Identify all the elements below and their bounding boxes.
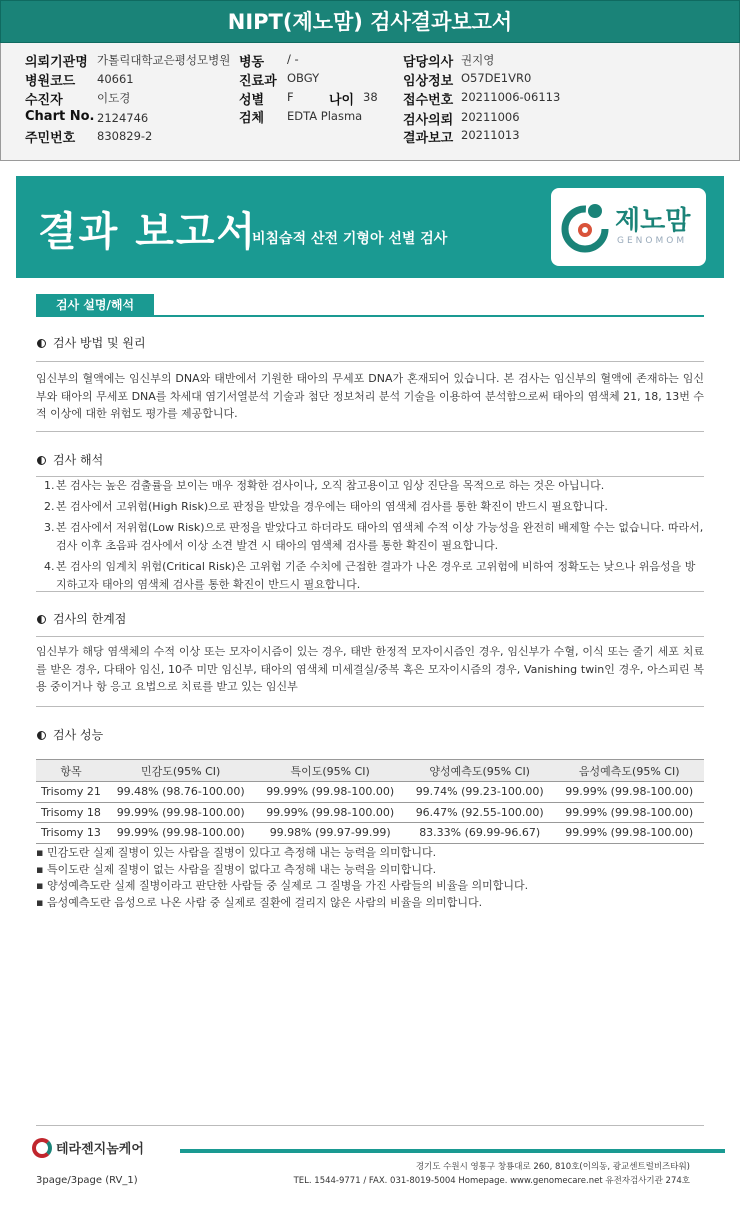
banner-subtitle: 비침습적 산전 기형아 선별 검사 xyxy=(252,231,448,247)
result-banner xyxy=(16,176,724,278)
note-item: ▪ 민감도란 실제 질병이 있는 사람을 질병이 있다고 측정해 내는 능력을 의미합니다. xyxy=(36,846,437,859)
institution-value: 가톨릭대학교은평성모병원 xyxy=(97,53,231,67)
table-cell: 99.98% (99.97-99.99) xyxy=(255,823,405,844)
company-address: 경기도 수원시 영통구 창룡대로 260, 810호(이의동, 광교센트럴비즈타워) xyxy=(415,1162,690,1172)
dept-value: OBGY xyxy=(287,71,320,85)
limitations-heading xyxy=(37,610,126,627)
ward-label: 병동 xyxy=(239,55,265,70)
table-cell: 99.99% (99.98-100.00) xyxy=(554,782,704,803)
table-cell: 99.99% (99.98-100.00) xyxy=(255,802,405,823)
report-title: NIPT(제노맘) 검사결과보고서 xyxy=(0,0,740,43)
logo-text: 제노맘 xyxy=(615,206,691,236)
table-row xyxy=(36,782,704,803)
column-header: 특이도(95% CI) xyxy=(255,760,405,782)
chart-no-value: 2124746 xyxy=(97,111,149,125)
divider xyxy=(36,361,704,362)
list-item: 4. 본 검사의 임계치 위험(Critical Risk)은 고위험 기준 수치에 근접한 결과가 나온 경우로 고위험에 비하여 정확도는 낮으나 위음성을 방지하고자 태아의 염색체 검사를 통한 확진이 반드시 필요합니다. xyxy=(44,560,696,591)
divider xyxy=(36,636,704,637)
table-cell: 99.99% (99.98-100.00) xyxy=(106,823,256,844)
genomom-logo-icon xyxy=(557,197,617,257)
clinical-info-value: O57DE1VR0 xyxy=(461,71,532,85)
specimen-value: EDTA Plasma xyxy=(287,109,363,123)
recipient-value: 이도경 xyxy=(97,91,131,105)
company-logo-icon xyxy=(32,1138,52,1158)
logo-subtext: GENOMOM xyxy=(617,236,688,246)
dept-label: 진료과 xyxy=(239,74,277,89)
half-circle-icon xyxy=(37,339,46,348)
method-heading-text: 검사 방법 및 원리 xyxy=(53,336,146,350)
ward-value: / - xyxy=(287,52,299,66)
divider xyxy=(36,431,704,432)
note-item: ▪ 음성예측도란 음성으로 나온 사람 중 실제로 질환에 걸리지 않은 사람의 비율을 의미합니다. xyxy=(36,895,483,909)
receipt-no-label: 접수번호 xyxy=(403,93,454,108)
request-date-label: 검사의뢰 xyxy=(403,113,454,128)
report-date-value: 20211013 xyxy=(461,128,520,142)
hospital-code-value: 40661 xyxy=(97,72,134,86)
receipt-no-value: 20211006-06113 xyxy=(461,90,561,104)
footer-divider xyxy=(36,1125,704,1126)
column-header: 민감도(95% CI) xyxy=(106,760,256,782)
hospital-code-label: 병원코드 xyxy=(25,74,76,89)
note-item: ▪ 특이도란 실제 질병이 없는 사람을 질병이 없다고 측정해 내는 능력을 의미합니다. xyxy=(36,862,437,876)
column-header: 양성예측도(95% CI) xyxy=(405,760,555,782)
age-value: 38 xyxy=(363,90,378,104)
half-circle-icon xyxy=(37,615,46,624)
table-cell: 99.99% (99.98-100.00) xyxy=(554,802,704,823)
chart-no-label: Chart No. xyxy=(25,109,95,124)
interpretation-heading-text: 검사 해석 xyxy=(53,453,104,467)
sex-label: 성별 xyxy=(239,93,265,108)
table-cell: 99.99% (99.98-100.00) xyxy=(106,802,256,823)
clinical-info-label: 임상정보 xyxy=(403,74,454,89)
footer-bar xyxy=(180,1149,725,1153)
list-item: 3. 본 검사에서 저위험(Low Risk)으로 판정을 받았다고 하더라도 태아의 염색체 수적 이상 가능성을 완전히 배제할 수는 없습니다. 따라서, 검사 이후 초음파 검사에서 이상 소견 발견 시 태아의 염색체 검사를 통한 확진이 필요합니다. xyxy=(44,521,704,552)
company-logo xyxy=(32,1138,144,1158)
doctor-value: 권지영 xyxy=(461,53,495,67)
table-cell: 96.47% (92.55-100.00) xyxy=(405,802,555,823)
divider xyxy=(36,591,704,592)
limitations-text: 임신부가 해당 염색체의 수적 이상 또는 모자이시즘이 있는 경우, 태반 한정적 모자이시즘인 경우, 임신부가 수혈, 이식 또는 줄기 세포 치료를 받은 경우, 다태아 임신, 10주 미만 임신부, 태아의 염색체 미세결실/중복 혹은 모자이시즘의 경우, Vanishing twin인 경우, 아스피린 복용 중이거나 항 응고 요법으로 치료를 받고 있는 임신부 xyxy=(36,645,704,693)
divider xyxy=(36,706,704,707)
resident-no-label: 주민번호 xyxy=(25,131,76,146)
institution-label: 의뢰기관명 xyxy=(25,55,88,70)
list-item: 1. 본 검사는 높은 검출률을 보이는 매우 정확한 검사이나, 오직 참고용이고 임상 진단을 목적으로 하는 것은 아닙니다. xyxy=(44,479,605,492)
section-divider xyxy=(36,315,704,317)
method-heading xyxy=(37,334,146,351)
table-cell: Trisomy 18 xyxy=(36,802,106,823)
interpretation-heading xyxy=(37,451,103,468)
performance-notes xyxy=(36,845,528,911)
list-item: 2. 본 검사에서 고위험(High Risk)으로 판정을 받았을 경우에는 태아의 염색체 검사를 통한 확진이 반드시 필요합니다. xyxy=(44,500,608,513)
table-row xyxy=(36,823,704,844)
patient-info-panel xyxy=(0,43,740,161)
performance-table xyxy=(36,759,704,844)
method-text: 임신부의 혈액에는 임신부의 DNA와 태반에서 기원한 태아의 무세포 DNA가 혼재되어 있습니다. 본 검사는 임신부의 혈액에 존재하는 임신부와 태아의 무세포 DNA를 차세대 염기서열분석 기술과 첨단 정보처리 분석 기술을 이용하여 분석함으로써 태아의 염색체 21, 18, 13번 수적 이상에 대한 위험도 평가를 제공합니다. xyxy=(36,372,704,420)
table-cell: Trisomy 21 xyxy=(36,782,106,803)
company-name: 테라젠지놈케어 xyxy=(56,1142,144,1157)
performance-heading-text: 검사 성능 xyxy=(53,728,104,742)
company-contact: TEL. 1544-9771 / FAX. 031-8019-5004 Homepage. www.genomecare.net 유전자검사기관 274호 xyxy=(293,1176,690,1186)
recipient-label: 수진자 xyxy=(25,93,63,108)
banner-title: 결과 보고서 xyxy=(38,209,258,255)
table-header-row xyxy=(36,760,704,782)
column-header: 음성예측도(95% CI) xyxy=(554,760,704,782)
table-cell: 99.99% (99.98-100.00) xyxy=(554,823,704,844)
half-circle-icon xyxy=(37,731,46,740)
limitations-heading-text: 검사의 한계점 xyxy=(53,612,127,626)
table-cell: 99.74% (99.23-100.00) xyxy=(405,782,555,803)
report-date-label: 결과보고 xyxy=(403,131,454,146)
performance-heading xyxy=(37,726,103,743)
sex-value: F xyxy=(287,90,294,104)
section-tab-explanation: 검사 설명/해석 xyxy=(36,294,154,316)
specimen-label: 검체 xyxy=(239,111,265,126)
genomom-logo xyxy=(551,188,706,266)
table-row xyxy=(36,802,704,823)
page-number: 3page/3page (RV_1) xyxy=(36,1175,138,1186)
table-cell: Trisomy 13 xyxy=(36,823,106,844)
interpretation-list xyxy=(44,477,704,597)
column-header: 항목 xyxy=(36,760,106,782)
resident-no-value: 830829-2 xyxy=(97,129,153,143)
note-item: ▪ 양성예측도란 실제 질병이라고 판단한 사람들 중 실제로 그 질병을 가진 사람들의 비율을 의미합니다. xyxy=(36,879,529,892)
table-cell: 83.33% (69.99-96.67) xyxy=(405,823,555,844)
table-cell: 99.99% (99.98-100.00) xyxy=(255,782,405,803)
half-circle-icon xyxy=(37,456,46,465)
age-label: 나이 xyxy=(329,93,355,108)
request-date-value: 20211006 xyxy=(461,110,520,124)
table-cell: 99.48% (98.76-100.00) xyxy=(106,782,256,803)
doctor-label: 담당의사 xyxy=(403,55,454,70)
